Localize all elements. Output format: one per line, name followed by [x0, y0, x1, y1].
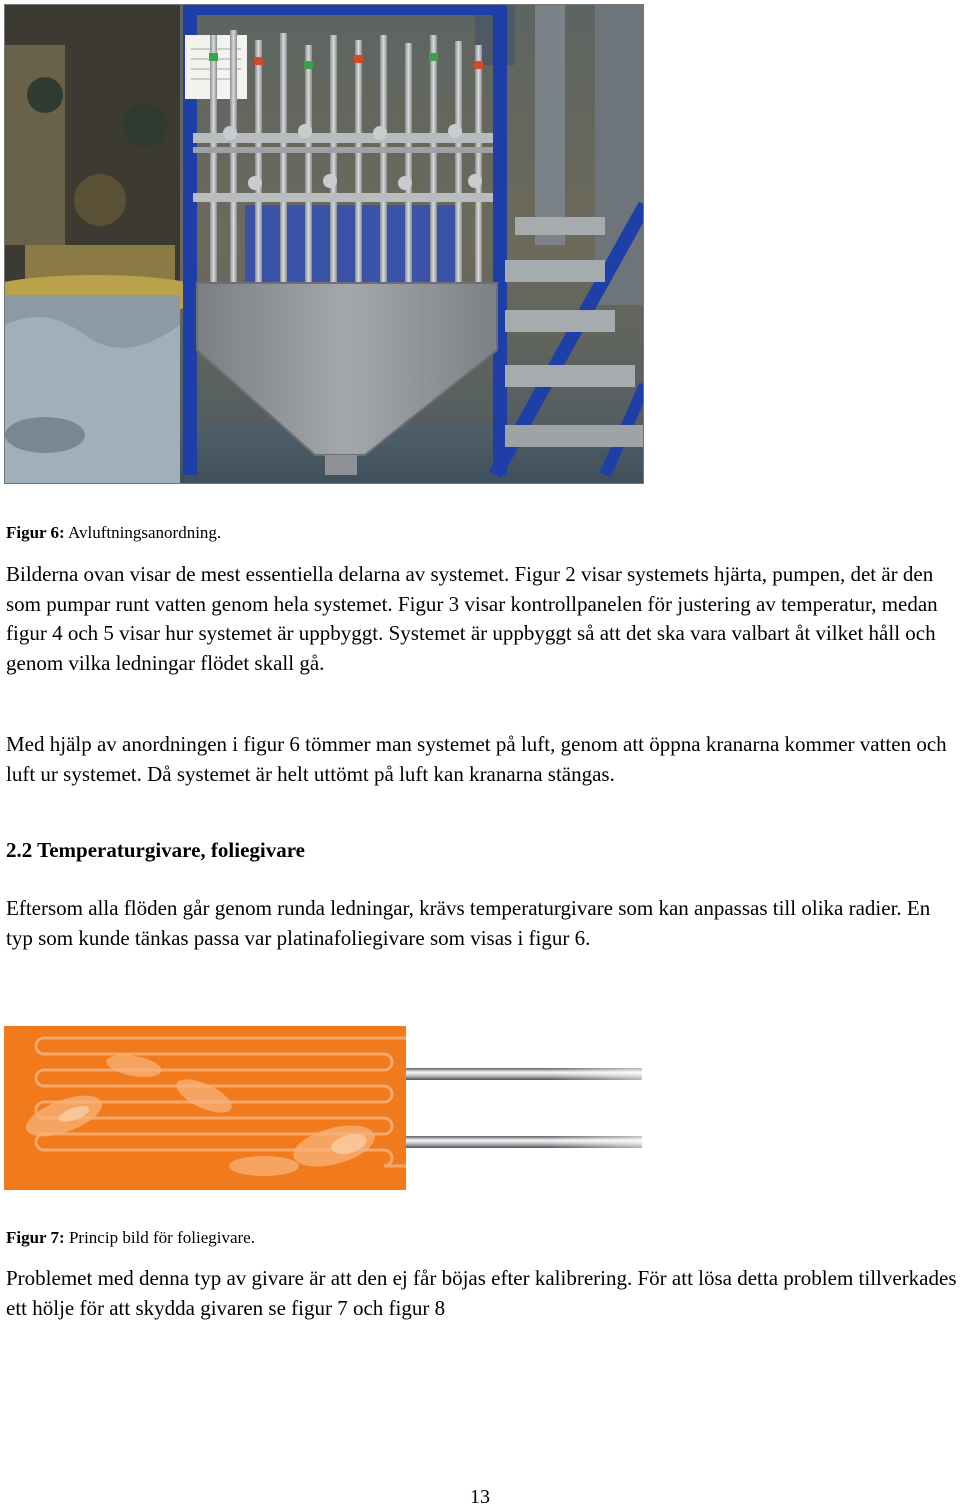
paragraph-3: Eftersom alla flöden går genom runda ledningar, krävs temperaturgivare som kan anpassas till olika radier. En typ som kunde tänkas passa var platinafoliegivare som visas i figur 6.	[6, 896, 931, 950]
figure-7-foil-sensor-illustration	[4, 1026, 644, 1190]
paragraph-4: Problemet med denna typ av givare är att den ej får böjas efter kalibrering. För att lösa detta problem tillverkades ett hölje för att skydda givaren se figur 7 och figur 8	[6, 1266, 957, 1320]
figure-6-label: Figur 6:	[6, 523, 65, 542]
figure-7-text: Princip bild för foliegivare.	[68, 1228, 255, 1247]
figure-6-caption	[6, 523, 221, 543]
figure-7-caption	[6, 1228, 255, 1248]
figure-6-text: Avluftningsanordning.	[68, 523, 222, 542]
section-heading: 2.2 Temperaturgivare, foliegivare	[6, 838, 306, 862]
paragraph-2: Med hjälp av anordningen i figur 6 tömmer man systemet på luft, genom att öppna kranarna kommer vatten och luft ur systemet. Då systemet är helt uttömt på luft kan kranarna stängas.	[6, 732, 947, 786]
figure-6-photo	[4, 4, 644, 484]
paragraph-1: Bilderna ovan visar de mest essentiella delarna av systemet. Figur 2 visar systemets hjärta, pumpen, det är den som pumpar runt vatten genom hela systemet. Figur 3 visar kontrollpanelen för justering av temperatur, medan figur 4 och 5 visar hur systemet är uppbyggt. Systemet är uppbyggt så att det ska vara valbart åt vilket håll och genom vilka ledningar flödet skall gå.	[6, 562, 938, 675]
figure-7-label: Figur 7:	[6, 1228, 65, 1247]
page-number: 13	[470, 1486, 490, 1508]
